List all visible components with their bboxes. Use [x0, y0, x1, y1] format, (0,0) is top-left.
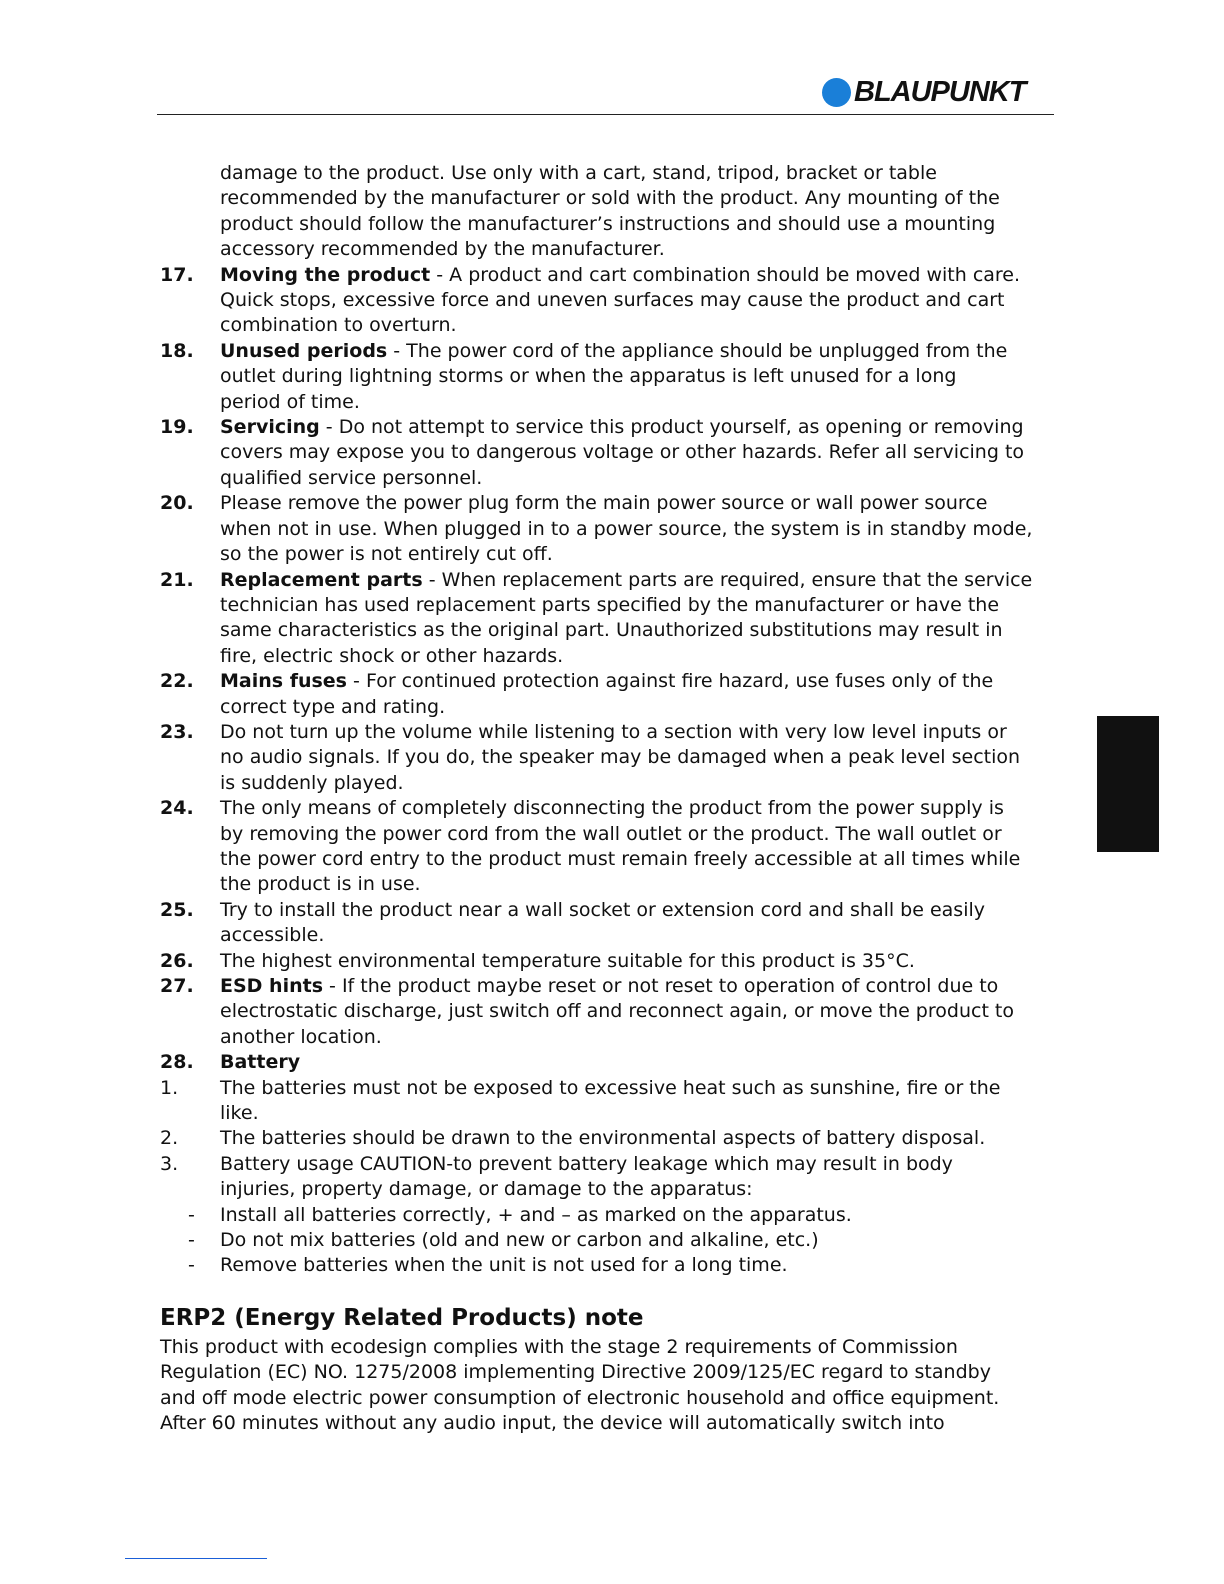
text-line: accessory recommended by the manufacturer. [220, 238, 665, 261]
item-number: 20. [160, 492, 194, 515]
erp-text-line: This product with ecodesign complies with the stage 2 requirements of Commission [160, 1335, 958, 1358]
item-first-line [220, 720, 1060, 745]
item-text-line: covers may expose you to dangerous voltage or other hazards. Refer all servicing to [220, 441, 1025, 464]
erp-text-line: After 60 minutes without any audio input, the device will automatically switch into [160, 1412, 945, 1435]
item-number: 24. [160, 797, 194, 820]
list-item [160, 1050, 1060, 1075]
item-title: Replacement parts [220, 568, 423, 591]
item-first-line [220, 796, 1060, 821]
document-body [160, 161, 1060, 1437]
item-first-line [220, 949, 1060, 974]
item-text: When replacement parts are required, ensure that the service [441, 568, 1033, 591]
list-item [160, 415, 1060, 491]
battery-bullet-list [160, 1203, 1060, 1279]
item-text-line: correct type and rating. [220, 695, 446, 718]
item-separator: - [422, 568, 442, 591]
numbered-list [160, 263, 1060, 1076]
item-number: 27. [160, 975, 194, 997]
list-item [160, 568, 1060, 670]
bullet-text: Remove batteries when the unit is not used for a long time. [220, 1254, 788, 1277]
item-separator: - [323, 975, 342, 997]
item-text: The highest environmental temperature suitable for this product is 35°C. [220, 949, 915, 972]
item-first-line [220, 491, 1060, 516]
item-text: Do not turn up the volume while listening to a section with very low level inputs or [220, 720, 1007, 743]
text-line: damage to the product. Use only with a cart, stand, tripod, bracket or table [220, 162, 937, 184]
item-text-line: same characteristics as the original part. Unauthorized substitutions may result in [220, 619, 1003, 642]
item-text-line: technician has used replacement parts specified by the manufacturer or have the [220, 593, 1000, 616]
list-item [160, 949, 1060, 974]
bullet-dash: - [188, 1203, 195, 1226]
list-item [160, 491, 1060, 567]
bullet-text: Do not mix batteries (old and new or carbon and alkaline, etc.) [220, 1229, 819, 1252]
item-number: 22. [160, 670, 194, 693]
text-line: product should follow the manufacturer’s instructions and should use a mounting [220, 212, 996, 235]
battery-item [160, 1152, 1060, 1203]
list-item [160, 974, 1060, 1050]
text-line: recommended by the manufacturer or sold with the product. Any mounting of the [220, 187, 1000, 210]
item-first-line [220, 568, 1060, 593]
erp-paragraph [160, 1335, 1060, 1437]
item-text-line: period of time. [220, 390, 360, 413]
list-item [160, 339, 1060, 415]
bullet-text: Install all batteries correctly, + and – as marked on the apparatus. [220, 1203, 852, 1226]
bullet-dash: - [188, 1229, 195, 1252]
item-first-line [220, 1050, 1060, 1075]
item-text-line: accessible. [220, 924, 325, 947]
list-item [160, 720, 1060, 796]
list-item [160, 796, 1060, 898]
item-separator: - [387, 339, 407, 362]
item-separator: - [347, 670, 366, 693]
item-text-line: the power cord entry to the product must remain freely accessible at all times while [220, 847, 1021, 870]
item-text: The power cord of the appliance should be unplugged from the [406, 339, 1008, 362]
item-text-line: Quick stops, excessive force and uneven surfaces may cause the product and cart [220, 289, 1005, 312]
brand-name: BLAUPUNKT [854, 75, 1026, 108]
item-text: If the product maybe reset or not reset to operation of control due to [341, 975, 999, 997]
erp-heading: ERP2 (Energy Related Products) note [160, 1304, 644, 1331]
item-text: A product and cart combination should be moved with care. [449, 263, 1021, 286]
item-text-line: so the power is not entirely cut off. [220, 543, 553, 566]
item-number: 26. [160, 949, 194, 972]
bullet-item [160, 1228, 1060, 1253]
item-text: The only means of completely disconnecting the product from the power supply is [220, 797, 1004, 820]
item-text-line: fire, electric shock or other hazards. [220, 644, 564, 667]
item-text-line: by removing the power cord from the wall outlet or the product. The wall outlet or [220, 822, 1002, 845]
battery-item-number: 2. [160, 1127, 179, 1150]
item-text: Try to install the product near a wall socket or extension cord and shall be easily [220, 898, 986, 921]
list-item [160, 898, 1060, 949]
battery-item-text: Battery usage CAUTION-to prevent battery leakage which may result in body [220, 1152, 953, 1175]
battery-item-text: The batteries should be drawn to the environmental aspects of battery disposal. [220, 1127, 986, 1150]
item-number: 23. [160, 720, 194, 743]
item-text-line: another location. [220, 1025, 382, 1048]
bullet-item [160, 1203, 1060, 1228]
battery-item-text-line: like. [220, 1102, 259, 1125]
item-title: Unused periods [220, 339, 388, 362]
item-text: Do not attempt to service this product yourself, as opening or removing [338, 416, 1024, 439]
battery-list [160, 1076, 1060, 1203]
logo-dot-icon [822, 78, 851, 107]
footer-divider [125, 1558, 267, 1559]
item-title: Mains fuses [220, 670, 347, 693]
battery-item-number: 1. [160, 1076, 179, 1099]
item-first-line [220, 415, 1060, 440]
item-first-line [220, 669, 1060, 694]
item-number: 18. [160, 339, 194, 362]
item-text-line: is suddenly played. [220, 771, 404, 794]
item-text-line: when not in use. When plugged in to a power source, the system is in standby mode, [220, 517, 1033, 540]
battery-item [160, 1076, 1060, 1127]
header-divider [157, 114, 1054, 115]
battery-item-text-line: injuries, property damage, or damage to the apparatus: [220, 1178, 753, 1201]
erp-text-line: and off mode electric power consumption of electronic household and office equipment. [160, 1386, 1000, 1409]
item-text-line: electrostatic discharge, just switch off and reconnect again, or move the product to [220, 1000, 1015, 1023]
item-text-line: outlet during lightning storms or when the apparatus is left unused for a long [220, 365, 957, 388]
item-number: 25. [160, 898, 194, 921]
item-first-line [220, 263, 1060, 288]
item-text-line: combination to overturn. [220, 314, 457, 337]
bullet-dash: - [188, 1254, 195, 1277]
item-text-line: the product is in use. [220, 873, 421, 896]
bullet-item [160, 1253, 1060, 1278]
item-number: 19. [160, 416, 194, 439]
intro-paragraph [160, 161, 1060, 263]
list-item [160, 263, 1060, 339]
item-title: Battery [220, 1051, 301, 1074]
item-first-line [220, 974, 1060, 999]
section-tab-marker [1097, 716, 1159, 852]
battery-item-number: 3. [160, 1152, 179, 1175]
battery-item-text: The batteries must not be exposed to excessive heat such as sunshine, fire or the [220, 1076, 1001, 1099]
battery-item [160, 1126, 1060, 1151]
item-title: Servicing [220, 416, 320, 439]
erp-text-line: Regulation (EC) NO. 1275/2008 implementing Directive 2009/125/EC regard to standby [160, 1361, 991, 1384]
item-first-line [220, 339, 1060, 364]
item-number: 17. [160, 263, 194, 286]
item-first-line [220, 898, 1060, 923]
item-separator: - [319, 416, 339, 439]
item-title: ESD hints [220, 975, 324, 997]
item-text: Please remove the power plug form the main power source or wall power source [220, 492, 988, 515]
item-number: 21. [160, 568, 194, 591]
item-text-line: no audio signals. If you do, the speaker may be damaged when a peak level section [220, 746, 1021, 769]
item-number: 28. [160, 1051, 194, 1074]
item-text: For continued protection against fire hazard, use fuses only of the [365, 670, 994, 693]
item-title: Moving the product [220, 263, 431, 286]
item-separator: - [430, 263, 450, 286]
item-text-line: qualified service personnel. [220, 466, 483, 489]
brand-logo [822, 76, 1025, 108]
list-item [160, 669, 1060, 720]
